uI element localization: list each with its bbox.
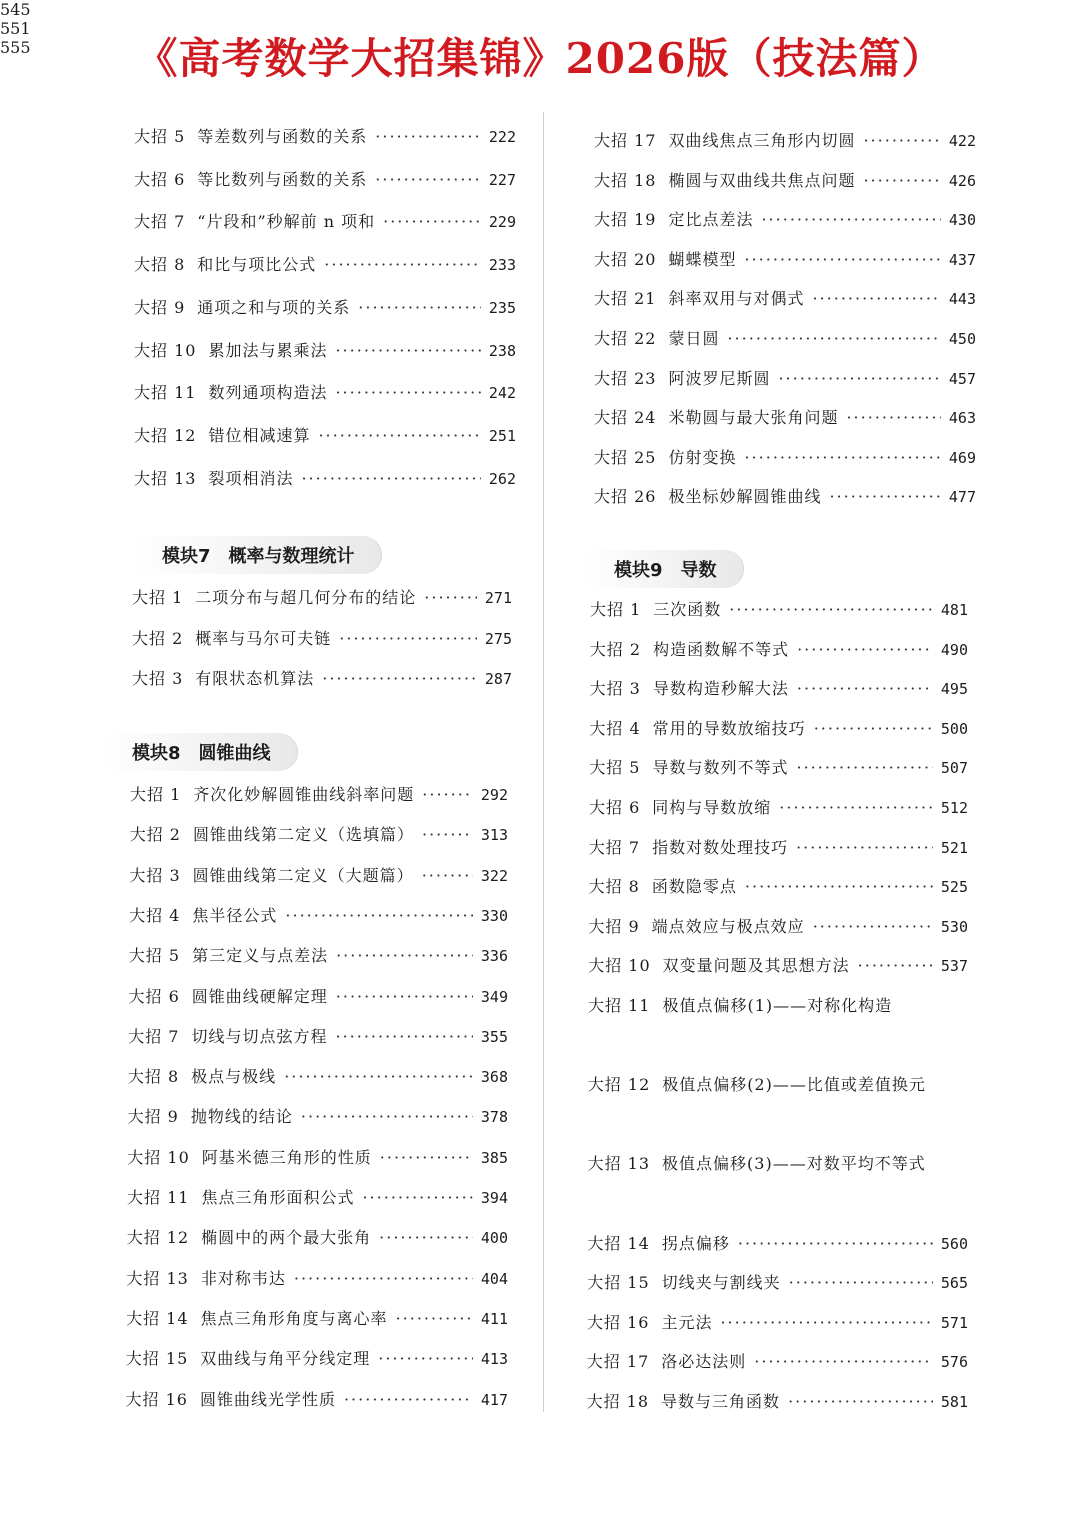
entry-title: 裂项相消法 <box>208 468 294 488</box>
entry-label: 大招 5 <box>128 946 181 966</box>
entry-title: 拐点偏移 <box>661 1233 730 1253</box>
entry-title: 圆锥曲线第二定义（选填篇） <box>192 825 414 845</box>
page-number: 555 <box>0 38 31 57</box>
page-number: 235 <box>488 298 516 317</box>
page-number: 521 <box>940 838 968 857</box>
toc-entry <box>588 953 968 976</box>
entry-label: 大招 1 <box>590 600 642 619</box>
entry-label: 大招 9 <box>127 1107 179 1127</box>
entry-title: 极值点偏移(1)——对称化构造 <box>662 996 893 1015</box>
module-name: 圆锥曲线 <box>198 743 271 764</box>
dot-leader <box>779 798 933 817</box>
toc-entry <box>594 247 976 270</box>
page-number: 262 <box>488 469 516 488</box>
entry-label: 大招 11 <box>588 996 651 1015</box>
entry-label: 大招 2 <box>132 628 184 648</box>
page-number: 481 <box>940 601 968 619</box>
entry-label: 大招 7 <box>588 837 641 857</box>
page-number: 400 <box>480 1229 508 1248</box>
toc-entry <box>134 209 516 232</box>
page-number: 238 <box>488 341 516 360</box>
entry-label: 大招 24 <box>594 408 657 428</box>
toc-entry <box>134 295 516 318</box>
page-number: 336 <box>480 947 508 966</box>
page-number: 560 <box>940 1234 968 1253</box>
entry-label: 大招 5 <box>134 127 186 146</box>
entry-title: 双变量问题及其思想方法 <box>662 956 850 976</box>
toc-entry <box>134 338 516 361</box>
dot-leader <box>336 987 473 1006</box>
entry-label: 大招 18 <box>594 170 657 190</box>
entry-title: 极值点偏移(3)——对数平均不等式 <box>662 1154 926 1174</box>
toc-entry <box>130 782 508 805</box>
page-number: 233 <box>488 256 516 275</box>
page-number: 495 <box>940 680 968 699</box>
entry-label: 大招 8 <box>588 877 640 897</box>
dot-leader <box>863 171 940 190</box>
page-number: 565 <box>940 1274 968 1293</box>
page-number: 229 <box>488 213 516 232</box>
dot-leader <box>778 369 940 388</box>
entry-title: 焦点三角形角度与离心率 <box>200 1308 388 1328</box>
dot-leader <box>358 298 481 317</box>
entry-label: 大招 14 <box>587 1233 650 1253</box>
entry-label: 大招 21 <box>594 289 657 309</box>
toc-entry <box>588 1151 968 1174</box>
entry-label: 大招 10 <box>127 1147 190 1167</box>
entry-label: 大招 4 <box>589 718 641 738</box>
toc-entry <box>594 128 976 151</box>
dot-leader <box>301 1107 473 1126</box>
dot-leader <box>422 825 473 844</box>
entry-label: 大招 12 <box>126 1228 190 1248</box>
entry-title: 非对称韦达 <box>200 1268 286 1288</box>
toc-entry <box>127 1185 508 1208</box>
page-number: 222 <box>488 128 516 146</box>
entry-title: 焦半径公式 <box>192 905 278 925</box>
toc-entry <box>589 716 968 739</box>
dot-leader <box>375 170 481 189</box>
entry-title: 端点效应与极点效应 <box>651 916 805 936</box>
dot-leader <box>744 250 940 269</box>
page-number: 457 <box>948 369 976 388</box>
dot-leader <box>422 866 473 885</box>
dot-leader <box>324 255 481 274</box>
entry-title: 导数构造秒解大法 <box>652 679 789 699</box>
entry-label: 大招 10 <box>134 340 197 360</box>
entry-title: 有限状态机算法 <box>195 669 315 688</box>
entry-label: 大招 26 <box>594 487 657 507</box>
entry-title: 椭圆与双曲线共焦点问题 <box>668 170 856 190</box>
entry-label: 大招 13 <box>134 468 197 488</box>
page-number: 413 <box>480 1350 508 1369</box>
page-number: 537 <box>940 957 968 976</box>
entry-title: 双曲线焦点三角形内切圆 <box>668 131 856 150</box>
toc-entry <box>587 1310 968 1333</box>
entry-title: 圆锥曲线第二定义（大题篇） <box>192 865 414 885</box>
dot-leader <box>813 917 933 936</box>
module-name: 概率与数理统计 <box>228 546 355 567</box>
entry-label: 大招 2 <box>589 639 642 659</box>
page-number: 530 <box>940 917 968 936</box>
entry-label: 大招 3 <box>129 865 181 885</box>
page-number: 500 <box>940 719 968 738</box>
entry-title: 双曲线与角平分线定理 <box>200 1349 371 1369</box>
page-number: 227 <box>488 170 516 189</box>
dot-leader <box>396 1309 473 1328</box>
toc-entry <box>589 755 968 778</box>
entry-title: 概率与马尔可夫链 <box>195 628 332 648</box>
entry-title: 极值点偏移(2)——比值或差值换元 <box>662 1075 926 1095</box>
page-number: 581 <box>940 1393 968 1411</box>
dot-leader <box>335 383 480 402</box>
entry-title: 累加法与累乘法 <box>208 340 328 360</box>
entry-title: 构造函数解不等式 <box>653 639 790 659</box>
page-number: 287 <box>484 670 512 688</box>
column-divider <box>543 112 544 1412</box>
toc-entry <box>589 874 968 897</box>
entry-title: 主元法 <box>661 1312 713 1332</box>
entry-label: 大招 17 <box>594 131 657 150</box>
toc-entry <box>588 1072 968 1095</box>
entry-label: 大招 2 <box>129 825 181 845</box>
entry-label: 大招 13 <box>126 1268 189 1288</box>
entry-label: 大招 19 <box>594 210 657 230</box>
page-number: 450 <box>948 330 976 348</box>
entry-title: 通项之和与项的关系 <box>197 297 351 317</box>
toc-entry <box>587 1270 968 1293</box>
dot-leader <box>812 289 940 308</box>
toc-entry <box>587 1231 968 1254</box>
toc-entry <box>129 863 508 886</box>
page-number: 378 <box>480 1108 508 1127</box>
toc-entry <box>128 1024 508 1047</box>
entry-label: 大招 20 <box>594 249 657 269</box>
page-number: 422 <box>948 132 976 150</box>
dot-leader <box>796 838 933 857</box>
dot-leader <box>846 408 940 427</box>
toc-entry <box>589 795 968 818</box>
dot-leader <box>362 1188 472 1207</box>
toc-entry <box>132 666 512 689</box>
entry-label: 大招 12 <box>587 1075 651 1095</box>
dot-leader <box>761 210 940 229</box>
toc-entry <box>594 484 976 507</box>
toc-entry <box>127 1145 508 1168</box>
toc-entry <box>590 637 968 660</box>
dot-leader <box>380 1148 473 1167</box>
dot-leader <box>336 946 473 965</box>
dot-leader <box>322 669 477 688</box>
entry-label: 大招 17 <box>586 1352 650 1372</box>
page-number: 507 <box>940 759 968 778</box>
toc-entry <box>134 124 516 147</box>
entry-title: 抛物线的结论 <box>190 1107 293 1127</box>
dot-leader <box>339 629 477 648</box>
page-number: 368 <box>480 1068 508 1087</box>
page-number: 275 <box>484 629 512 648</box>
page-number: 512 <box>940 799 968 817</box>
entry-title: 常用的导数放缩技巧 <box>652 718 806 738</box>
page-number: 477 <box>948 488 976 507</box>
toc-entry <box>128 1104 508 1127</box>
toc-entry-continuation <box>0 0 302 19</box>
module-header <box>586 550 744 588</box>
dot-leader <box>754 1352 933 1371</box>
entry-title: 焦点三角形面积公式 <box>201 1188 355 1207</box>
dot-leader <box>863 131 940 150</box>
toc-entry-continuation <box>0 19 302 38</box>
dot-leader <box>294 1269 473 1288</box>
dot-leader <box>789 1273 933 1292</box>
entry-label: 大招 25 <box>594 447 657 467</box>
module-header <box>134 536 382 574</box>
entry-title: 函数隐零点 <box>651 877 737 897</box>
toc-entry <box>126 1266 508 1289</box>
dot-leader <box>858 956 933 975</box>
dot-leader <box>383 212 481 231</box>
page-number: 551 <box>0 19 31 38</box>
entry-title: 齐次化妙解圆锥曲线斜率问题 <box>193 785 415 804</box>
dot-leader <box>318 426 480 445</box>
entry-title: 数列通项构造法 <box>208 383 328 403</box>
entry-title: 蝴蝶模型 <box>668 249 737 269</box>
toc-entry <box>594 445 976 468</box>
toc-entry <box>126 1346 508 1369</box>
entry-title: 斜率双用与对偶式 <box>668 289 805 309</box>
dot-leader <box>375 127 481 146</box>
dot-leader <box>738 1234 933 1253</box>
toc-entry <box>594 207 976 230</box>
toc-entry <box>594 405 976 428</box>
dot-leader <box>814 719 933 738</box>
toc-entry <box>588 993 968 1016</box>
dot-leader <box>335 1027 472 1046</box>
toc-entry <box>129 943 508 966</box>
entry-label: 大招 15 <box>125 1349 189 1369</box>
toc-entry <box>589 835 968 858</box>
entry-label: 大招 6 <box>134 169 186 189</box>
toc-entry <box>127 1225 508 1248</box>
dot-leader <box>344 1390 473 1409</box>
page-number: 330 <box>480 906 508 925</box>
page-number: 426 <box>948 171 976 190</box>
toc-entry <box>587 1389 968 1412</box>
dot-leader <box>797 679 933 698</box>
entry-title: 洛必达法则 <box>661 1352 747 1372</box>
entry-label: 大招 3 <box>132 669 184 688</box>
toc-entry <box>130 822 508 845</box>
toc-entry <box>590 597 968 620</box>
entry-label: 大招 4 <box>129 905 181 925</box>
dot-leader <box>727 329 940 348</box>
page-number: 571 <box>940 1313 968 1332</box>
page-number: 242 <box>488 384 516 403</box>
page-number: 313 <box>480 826 508 845</box>
page-number: 443 <box>948 290 976 309</box>
entry-title: 二项分布与超几何分布的结论 <box>195 588 417 607</box>
entry-title: 等差数列与函数的关系 <box>197 127 368 146</box>
entry-label: 大招 6 <box>128 986 180 1006</box>
entry-title: 和比与项比公式 <box>197 255 317 275</box>
entry-title: 指数对数处理技巧 <box>652 837 789 857</box>
entry-label: 大招 6 <box>589 798 641 817</box>
toc-entry <box>134 252 516 275</box>
module-number: 模块8 <box>132 743 181 764</box>
page-number: 251 <box>488 426 516 445</box>
toc-entry <box>588 914 968 937</box>
page-number: 271 <box>484 589 512 607</box>
dot-leader <box>729 600 933 619</box>
page-number: 411 <box>480 1309 508 1328</box>
page-number: 385 <box>480 1148 508 1167</box>
entry-label: 大招 11 <box>127 1188 190 1207</box>
entry-title: 阿基米德三角形的性质 <box>201 1147 372 1167</box>
toc-entry-continuation <box>0 38 302 57</box>
toc-entry <box>128 1064 508 1087</box>
entry-label: 大招 12 <box>134 425 197 445</box>
entry-title: 切线夹与割线夹 <box>661 1273 781 1293</box>
entry-label: 大招 1 <box>132 588 184 607</box>
entry-label: 大招 13 <box>587 1154 651 1174</box>
entry-label: 大招 18 <box>586 1392 650 1411</box>
page-number: 463 <box>948 409 976 428</box>
entry-title: 蒙日圆 <box>668 329 720 348</box>
dot-leader <box>745 877 933 896</box>
page-number: 404 <box>480 1269 508 1288</box>
entry-title: 定比点差法 <box>668 210 754 230</box>
entry-title: 极坐标妙解圆锥曲线 <box>668 487 822 507</box>
entry-title: 导数与数列不等式 <box>652 758 789 778</box>
entry-title: 椭圆中的两个最大张角 <box>201 1228 372 1248</box>
page-title: 《高考数学大招集锦》2026版（技法篇） <box>135 34 945 83</box>
toc-entry <box>594 286 976 309</box>
toc-entry <box>129 903 508 926</box>
entry-title: 切线与切点弦方程 <box>191 1026 328 1046</box>
dot-leader <box>285 906 473 925</box>
entry-title: 错位相减速算 <box>208 425 311 445</box>
dot-leader <box>744 448 940 467</box>
toc-entry <box>126 1387 509 1410</box>
toc-entry <box>590 676 968 699</box>
entry-title: 导数与三角函数 <box>661 1392 781 1411</box>
dot-leader <box>796 758 932 777</box>
entry-label: 大招 16 <box>125 1389 188 1409</box>
page-number: 355 <box>480 1027 508 1046</box>
page-number: 292 <box>480 786 508 804</box>
dot-leader <box>379 1228 473 1247</box>
page-number: 322 <box>480 866 508 885</box>
toc-entry <box>132 626 512 649</box>
page-number: 349 <box>480 987 508 1006</box>
entry-label: 大招 7 <box>128 1026 180 1046</box>
page-number: 525 <box>940 878 968 897</box>
module-number: 模块7 <box>162 546 211 567</box>
entry-title: 仿射变换 <box>668 447 737 467</box>
module-name: 导数 <box>680 560 717 581</box>
entry-title: 三次函数 <box>653 600 722 619</box>
entry-label: 大招 14 <box>126 1308 189 1328</box>
module-number: 模块9 <box>614 560 663 581</box>
page-number: 469 <box>948 448 976 467</box>
dot-leader <box>335 341 480 360</box>
dot-leader <box>378 1349 473 1368</box>
page-number: 576 <box>940 1353 968 1372</box>
dot-leader <box>422 785 473 804</box>
toc-entry <box>594 168 976 191</box>
toc-entry <box>132 585 512 608</box>
dot-leader <box>829 487 940 506</box>
entry-title: 第三定义与点差法 <box>192 946 329 966</box>
entry-label: 大招 9 <box>134 297 186 317</box>
entry-label: 大招 7 <box>134 212 186 232</box>
toc-entry <box>134 423 516 446</box>
page-number: 545 <box>0 0 31 19</box>
entry-title: 圆锥曲线光学性质 <box>199 1389 336 1409</box>
dot-leader <box>788 1392 933 1411</box>
entry-title: 圆锥曲线硬解定理 <box>191 986 328 1006</box>
entry-title: 同构与导数放缩 <box>652 798 772 817</box>
toc-entry <box>134 466 516 489</box>
toc-entry <box>594 326 976 349</box>
toc-entry <box>129 984 509 1007</box>
entry-label: 大招 8 <box>134 255 186 275</box>
page-number: 394 <box>480 1189 508 1207</box>
module-header <box>104 733 298 771</box>
toc-entry <box>126 1306 508 1329</box>
dot-leader <box>720 1313 932 1332</box>
entry-label: 大招 16 <box>587 1312 650 1332</box>
entry-label: 大招 22 <box>594 329 657 348</box>
entry-label: 大招 9 <box>588 916 640 936</box>
entry-title: 米勒圆与最大张角问题 <box>668 408 839 428</box>
entry-title: 等比数列与函数的关系 <box>197 169 368 189</box>
entry-label: 大招 11 <box>134 383 197 403</box>
toc-entry <box>587 1349 968 1372</box>
dot-leader <box>797 640 933 659</box>
toc-entry <box>134 380 516 403</box>
dot-leader <box>424 588 477 607</box>
entry-title: 阿波罗尼斯圆 <box>668 368 771 388</box>
dot-leader <box>284 1067 473 1086</box>
entry-label: 大招 10 <box>588 956 651 976</box>
page-number: 417 <box>480 1390 508 1409</box>
entry-label: 大招 3 <box>589 679 641 699</box>
toc-entry <box>134 167 516 190</box>
entry-label: 大招 15 <box>587 1273 650 1293</box>
toc-entry <box>594 366 976 389</box>
page-number: 437 <box>948 250 976 269</box>
entry-title: 极点与极线 <box>191 1067 277 1087</box>
entry-title: “片段和”秒解前 n 项和 <box>197 212 376 232</box>
entry-label: 大招 23 <box>594 368 657 388</box>
entry-label: 大招 1 <box>130 785 182 804</box>
dot-leader <box>301 469 480 488</box>
page-number: 430 <box>948 211 976 230</box>
page-number: 490 <box>940 640 968 659</box>
entry-label: 大招 8 <box>127 1067 180 1087</box>
entry-label: 大招 5 <box>589 758 641 778</box>
